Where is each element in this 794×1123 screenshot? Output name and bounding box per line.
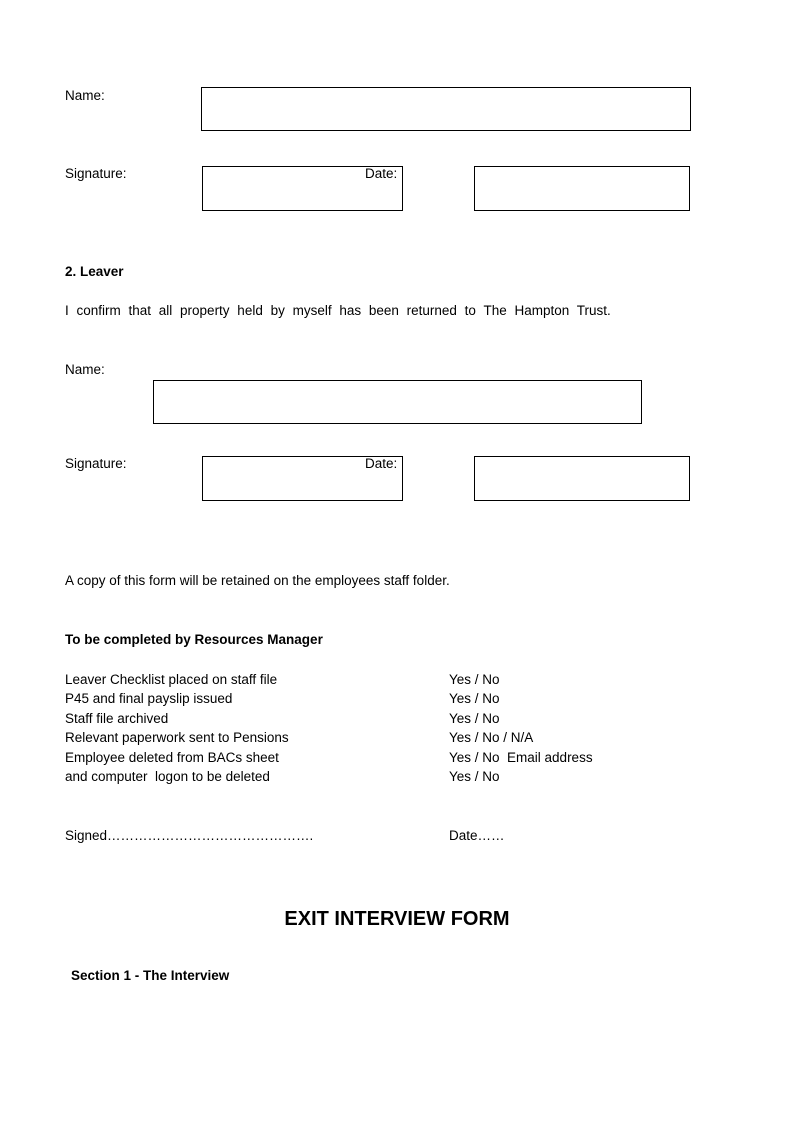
name-label-2: Name: bbox=[65, 362, 105, 377]
leaver-heading: 2. Leaver bbox=[65, 264, 124, 279]
checklist-item-label: Relevant paperwork sent to Pensions bbox=[65, 730, 289, 745]
checklist-item-label: Leaver Checklist placed on staff file bbox=[65, 672, 278, 687]
date-field-2[interactable] bbox=[474, 456, 690, 501]
name-label-1: Name: bbox=[65, 88, 105, 103]
checklist-item-options: Yes / No Email address bbox=[449, 750, 593, 765]
name-field-2[interactable] bbox=[153, 380, 642, 424]
checklist-item-options: Yes / No bbox=[449, 711, 500, 726]
section-1-heading: Section 1 - The Interview bbox=[71, 968, 230, 983]
copy-note: A copy of this form will be retained on the employees staff folder. bbox=[65, 573, 450, 588]
date-field-1[interactable] bbox=[474, 166, 690, 211]
checklist-item-options: Yes / No bbox=[449, 672, 500, 687]
checklist-item-options: Yes / No bbox=[449, 691, 500, 706]
date-label-1: Date: bbox=[365, 166, 398, 181]
resources-heading: To be completed by Resources Manager bbox=[65, 632, 323, 647]
checklist-item-label: P45 and final payslip issued bbox=[65, 691, 233, 706]
date-line: Date…… bbox=[449, 828, 505, 843]
exit-form-title: EXIT INTERVIEW FORM bbox=[284, 908, 510, 930]
checklist-item-label: Employee deleted from BACs sheet bbox=[65, 750, 279, 765]
checklist-item-label: Staff file archived bbox=[65, 711, 169, 726]
checklist-item-options: Yes / No / N/A bbox=[449, 730, 534, 745]
name-field-1[interactable] bbox=[201, 87, 691, 131]
date-label-2: Date: bbox=[365, 456, 398, 471]
signed-line: Signed………………………………………. bbox=[65, 828, 314, 843]
checklist-item-label: and computer logon to be deleted bbox=[65, 769, 270, 784]
signature-label-1: Signature: bbox=[65, 166, 127, 181]
leaver-statement: I confirm that all property held by myself has been returned to The Hampton Trust. bbox=[65, 303, 611, 318]
checklist-item-options: Yes / No bbox=[449, 769, 500, 784]
signature-label-2: Signature: bbox=[65, 456, 127, 471]
